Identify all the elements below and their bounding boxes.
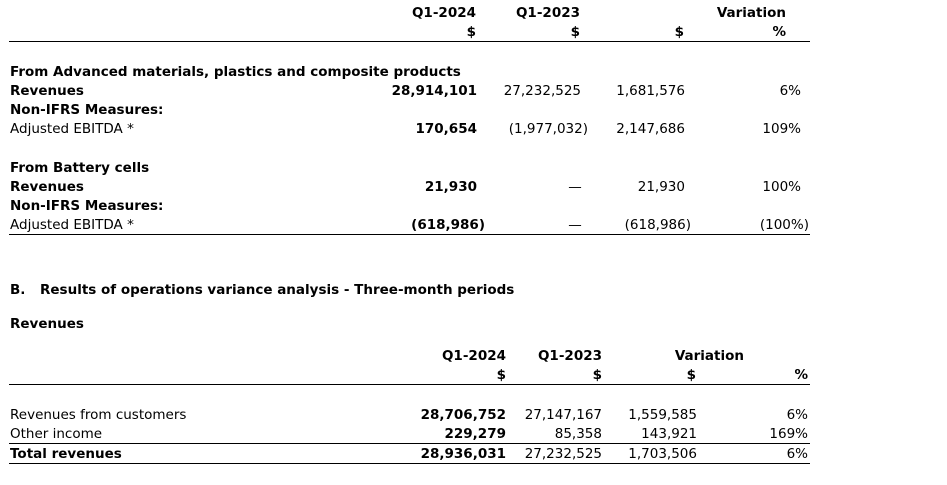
cell-variation: 2,147,686 [616, 121, 685, 137]
cell-q1-2024: 28,914,101 [391, 83, 477, 99]
cell-pct: 6% [786, 446, 808, 462]
row-label: Revenues [10, 179, 84, 195]
cell-variation: 1,703,506 [628, 446, 697, 462]
subtotal-rule [9, 443, 810, 444]
cell-q1-2023: (1,977,032) [508, 121, 588, 137]
cell-q1-2024: (618,986) [411, 217, 485, 233]
table1-header-rule [9, 41, 810, 42]
col-pct-unit: % [794, 367, 808, 383]
col-q1-2024-header: Q1-2024 [411, 5, 476, 21]
col-q1-2023-header: Q1-2023 [537, 348, 602, 364]
col-q1-2023-unit: $ [570, 24, 580, 40]
cell-q1-2023: — [568, 179, 582, 195]
col-q1-2023-unit: $ [592, 367, 602, 383]
table1-bottom-rule [9, 234, 810, 235]
cell-pct: 6% [786, 407, 808, 423]
row-label: Adjusted EBITDA * [10, 217, 134, 233]
non-ifrs-label: Non-IFRS Measures: [10, 198, 164, 214]
cell-pct: (100%) [759, 217, 809, 233]
cell-variation: 1,681,576 [616, 83, 685, 99]
cell-pct: 100% [762, 179, 801, 195]
col-q1-2024-unit: $ [496, 367, 506, 383]
col-variation-unit: $ [686, 367, 696, 383]
row-label: Total revenues [10, 446, 122, 462]
cell-q1-2024: 28,936,031 [420, 446, 506, 462]
cell-pct: 109% [762, 121, 801, 137]
section-b-heading: Results of operations variance analysis - Three-month periods [40, 282, 515, 298]
col-variation-unit: $ [674, 24, 684, 40]
cell-q1-2023: 27,232,525 [524, 446, 602, 462]
cell-q1-2024: 28,706,752 [420, 407, 506, 423]
col-variation-header: Variation [716, 5, 786, 21]
section-battery-cells-title: From Battery cells [10, 160, 150, 176]
col-variation-header: Variation [674, 348, 744, 364]
cell-variation: (618,986) [624, 217, 691, 233]
section-b-letter: B. [10, 282, 26, 298]
row-label: Revenues [10, 83, 84, 99]
row-label: Other income [10, 426, 103, 442]
col-q1-2024-header: Q1-2024 [441, 348, 506, 364]
cell-variation: 1,559,585 [628, 407, 697, 423]
cell-pct: 169% [769, 426, 808, 442]
row-label: Adjusted EBITDA * [10, 121, 134, 137]
table2-header-rule [9, 384, 810, 385]
cell-q1-2023: — [568, 217, 582, 233]
cell-q1-2023: 27,147,167 [524, 407, 602, 423]
total-rule [9, 463, 810, 464]
non-ifrs-label: Non-IFRS Measures: [10, 102, 164, 118]
row-label: Revenues from customers [10, 407, 187, 423]
revenues-subheading: Revenues [10, 316, 84, 332]
cell-q1-2023: 27,232,525 [503, 83, 581, 99]
cell-variation: 143,921 [641, 426, 697, 442]
col-q1-2024-unit: $ [466, 24, 476, 40]
col-q1-2023-header: Q1-2023 [515, 5, 580, 21]
section-advanced-materials-title: From Advanced materials, plastics and composite products [10, 64, 461, 80]
cell-variation: 21,930 [637, 179, 685, 195]
cell-q1-2024: 229,279 [444, 426, 506, 442]
cell-pct: 6% [779, 83, 801, 99]
cell-q1-2023: 85,358 [554, 426, 602, 442]
cell-q1-2024: 170,654 [415, 121, 477, 137]
col-pct-unit: % [772, 24, 786, 40]
cell-q1-2024: 21,930 [424, 179, 477, 195]
